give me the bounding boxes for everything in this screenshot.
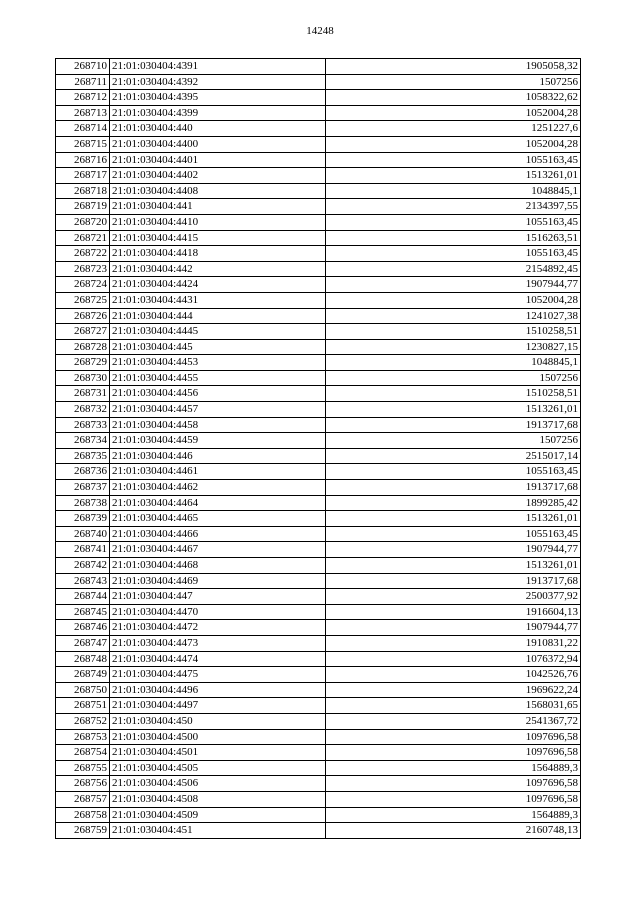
cadastral-value-cell: 1058322,62 <box>326 90 581 106</box>
cadastral-value-cell: 1913717,68 <box>326 417 581 433</box>
table-row <box>56 402 581 418</box>
cadastral-number-cell: 21:01:030404:445 <box>110 339 326 355</box>
cadastral-number-cell: 21:01:030404:4458 <box>110 417 326 433</box>
cadastral-number-cell: 21:01:030404:446 <box>110 448 326 464</box>
row-number-cell: 268739 <box>56 511 110 527</box>
table-row <box>56 651 581 667</box>
cadastral-number-cell: 21:01:030404:447 <box>110 589 326 605</box>
cadastral-value-cell: 1899285,42 <box>326 495 581 511</box>
row-number-cell: 268720 <box>56 214 110 230</box>
cadastral-value-cell: 1916604,13 <box>326 604 581 620</box>
cadastral-number-cell: 21:01:030404:4462 <box>110 480 326 496</box>
cadastral-number-cell: 21:01:030404:4431 <box>110 292 326 308</box>
row-number-cell: 268758 <box>56 807 110 823</box>
row-number-cell: 268746 <box>56 620 110 636</box>
row-number-cell: 268735 <box>56 448 110 464</box>
cadastral-number-cell: 21:01:030404:4474 <box>110 651 326 667</box>
table-row <box>56 511 581 527</box>
row-number-cell: 268715 <box>56 136 110 152</box>
table-row <box>56 90 581 106</box>
table-body <box>56 59 581 839</box>
row-number-cell: 268728 <box>56 339 110 355</box>
table-row <box>56 573 581 589</box>
row-number-cell: 268756 <box>56 776 110 792</box>
row-number-cell: 268712 <box>56 90 110 106</box>
table-row <box>56 620 581 636</box>
cadastral-number-cell: 21:01:030404:4505 <box>110 760 326 776</box>
cadastral-value-cell: 1513261,01 <box>326 511 581 527</box>
cadastral-number-cell: 21:01:030404:440 <box>110 121 326 137</box>
table-row <box>56 136 581 152</box>
table-row <box>56 542 581 558</box>
table-row <box>56 105 581 121</box>
cadastral-number-cell: 21:01:030404:4465 <box>110 511 326 527</box>
cadastral-number-cell: 21:01:030404:4466 <box>110 526 326 542</box>
row-number-cell: 268753 <box>56 729 110 745</box>
cadastral-number-cell: 21:01:030404:4500 <box>110 729 326 745</box>
cadastral-value-cell: 1097696,58 <box>326 776 581 792</box>
cadastral-value-cell: 1042526,76 <box>326 667 581 683</box>
table-row <box>56 635 581 651</box>
table-row <box>56 370 581 386</box>
cadastral-number-cell: 21:01:030404:4410 <box>110 214 326 230</box>
cadastral-value-cell: 1052004,28 <box>326 105 581 121</box>
row-number-cell: 268722 <box>56 246 110 262</box>
cadastral-number-cell: 21:01:030404:4464 <box>110 495 326 511</box>
table-row <box>56 558 581 574</box>
cadastral-number-cell: 21:01:030404:4408 <box>110 183 326 199</box>
cadastral-value-cell: 1910831,22 <box>326 635 581 651</box>
cadastral-value-cell: 1097696,58 <box>326 791 581 807</box>
row-number-cell: 268733 <box>56 417 110 433</box>
cadastral-number-cell: 21:01:030404:444 <box>110 308 326 324</box>
cadastral-value-cell: 2500377,92 <box>326 589 581 605</box>
cadastral-number-cell: 21:01:030404:4453 <box>110 355 326 371</box>
page-number: 14248 <box>306 25 334 37</box>
cadastral-value-cell: 1097696,58 <box>326 745 581 761</box>
cadastral-value-cell: 1507256 <box>326 74 581 90</box>
cadastral-number-cell: 21:01:030404:4400 <box>110 136 326 152</box>
cadastral-value-cell: 1907944,77 <box>326 620 581 636</box>
table-row <box>56 183 581 199</box>
cadastral-number-cell: 21:01:030404:4401 <box>110 152 326 168</box>
table-row <box>56 480 581 496</box>
row-number-cell: 268744 <box>56 589 110 605</box>
row-number-cell: 268730 <box>56 370 110 386</box>
cadastral-value-cell: 1905058,32 <box>326 59 581 75</box>
table-row <box>56 214 581 230</box>
cadastral-value-cell: 1055163,45 <box>326 214 581 230</box>
cadastral-value-cell: 2541367,72 <box>326 713 581 729</box>
table-row <box>56 526 581 542</box>
row-number-cell: 268727 <box>56 324 110 340</box>
table-row <box>56 745 581 761</box>
cadastral-number-cell: 21:01:030404:4461 <box>110 464 326 480</box>
cadastral-value-cell: 1052004,28 <box>326 292 581 308</box>
row-number-cell: 268710 <box>56 59 110 75</box>
cadastral-value-cell: 1564889,3 <box>326 807 581 823</box>
table-row <box>56 324 581 340</box>
table-row <box>56 823 581 839</box>
cadastral-number-cell: 21:01:030404:4509 <box>110 807 326 823</box>
row-number-cell: 268729 <box>56 355 110 371</box>
cadastral-number-cell: 21:01:030404:4399 <box>110 105 326 121</box>
cadastral-value-cell: 1568031,65 <box>326 698 581 714</box>
cadastral-value-cell: 2154892,45 <box>326 261 581 277</box>
table-row <box>56 199 581 215</box>
row-number-cell: 268731 <box>56 386 110 402</box>
cadastral-value-cell: 1048845,1 <box>326 355 581 371</box>
cadastral-number-cell: 21:01:030404:441 <box>110 199 326 215</box>
cadastral-value-cell: 2515017,14 <box>326 448 581 464</box>
cadastral-number-cell: 21:01:030404:4415 <box>110 230 326 246</box>
table-row <box>56 168 581 184</box>
row-number-cell: 268725 <box>56 292 110 308</box>
cadastral-number-cell: 21:01:030404:4470 <box>110 604 326 620</box>
row-number-cell: 268748 <box>56 651 110 667</box>
table-row <box>56 152 581 168</box>
row-number-cell: 268719 <box>56 199 110 215</box>
cadastral-number-cell: 21:01:030404:4402 <box>110 168 326 184</box>
table-row <box>56 355 581 371</box>
cadastral-value-cell: 2160748,13 <box>326 823 581 839</box>
cadastral-number-cell: 21:01:030404:4472 <box>110 620 326 636</box>
row-number-cell: 268714 <box>56 121 110 137</box>
cadastral-value-cell: 1055163,45 <box>326 464 581 480</box>
row-number-cell: 268724 <box>56 277 110 293</box>
table-row <box>56 433 581 449</box>
cadastral-value-cell: 1251227,6 <box>326 121 581 137</box>
table-row <box>56 464 581 480</box>
cadastral-value-cell: 1230827,15 <box>326 339 581 355</box>
row-number-cell: 268751 <box>56 698 110 714</box>
row-number-cell: 268745 <box>56 604 110 620</box>
table-row <box>56 246 581 262</box>
cadastral-value-cell: 1513261,01 <box>326 558 581 574</box>
cadastral-number-cell: 21:01:030404:4445 <box>110 324 326 340</box>
cadastral-number-cell: 21:01:030404:4496 <box>110 682 326 698</box>
cadastral-value-cell: 1907944,77 <box>326 542 581 558</box>
row-number-cell: 268752 <box>56 713 110 729</box>
cadastral-value-cell: 1513261,01 <box>326 402 581 418</box>
cadastral-value-cell: 1564889,3 <box>326 760 581 776</box>
cadastral-number-cell: 21:01:030404:4506 <box>110 776 326 792</box>
table-row <box>56 386 581 402</box>
row-number-cell: 268737 <box>56 480 110 496</box>
cadastral-value-cell: 1507256 <box>326 433 581 449</box>
table-row <box>56 807 581 823</box>
cadastral-value-cell: 1516263,51 <box>326 230 581 246</box>
cadastral-number-cell: 21:01:030404:4468 <box>110 558 326 574</box>
table-row <box>56 292 581 308</box>
table-row <box>56 589 581 605</box>
table-row <box>56 339 581 355</box>
cadastral-number-cell: 21:01:030404:4456 <box>110 386 326 402</box>
cadastral-value-cell: 1076372,94 <box>326 651 581 667</box>
row-number-cell: 268755 <box>56 760 110 776</box>
row-number-cell: 268741 <box>56 542 110 558</box>
cadastral-value-cell: 1055163,45 <box>326 246 581 262</box>
row-number-cell: 268749 <box>56 667 110 683</box>
cadastral-value-cell: 1055163,45 <box>326 152 581 168</box>
cadastral-number-cell: 21:01:030404:4457 <box>110 402 326 418</box>
cadastral-number-cell: 21:01:030404:4424 <box>110 277 326 293</box>
cadastral-value-cell: 1507256 <box>326 370 581 386</box>
row-number-cell: 268759 <box>56 823 110 839</box>
cadastral-number-cell: 21:01:030404:4455 <box>110 370 326 386</box>
row-number-cell: 268716 <box>56 152 110 168</box>
cadastral-value-cell: 1241027,38 <box>326 308 581 324</box>
cadastral-value-cell: 2134397,55 <box>326 199 581 215</box>
cadastral-value-cell: 1913717,68 <box>326 573 581 589</box>
cadastral-number-cell: 21:01:030404:4395 <box>110 90 326 106</box>
cadastral-number-cell: 21:01:030404:451 <box>110 823 326 839</box>
table-row <box>56 760 581 776</box>
cadastral-number-cell: 21:01:030404:4392 <box>110 74 326 90</box>
cadastral-value-cell: 1097696,58 <box>326 729 581 745</box>
row-number-cell: 268711 <box>56 74 110 90</box>
table-row <box>56 308 581 324</box>
cadastral-value-cell: 1510258,51 <box>326 324 581 340</box>
cadastral-number-cell: 21:01:030404:442 <box>110 261 326 277</box>
table-row <box>56 121 581 137</box>
row-number-cell: 268736 <box>56 464 110 480</box>
row-number-cell: 268718 <box>56 183 110 199</box>
cadastral-value-cell: 1969622,24 <box>326 682 581 698</box>
cadastral-value-cell: 1048845,1 <box>326 183 581 199</box>
table-row <box>56 713 581 729</box>
table-row <box>56 667 581 683</box>
row-number-cell: 268742 <box>56 558 110 574</box>
cadastral-number-cell: 21:01:030404:4467 <box>110 542 326 558</box>
table-row <box>56 776 581 792</box>
table-row <box>56 277 581 293</box>
row-number-cell: 268747 <box>56 635 110 651</box>
table-row <box>56 448 581 464</box>
table-row <box>56 495 581 511</box>
cadastral-value-cell: 1907944,77 <box>326 277 581 293</box>
cadastral-number-cell: 21:01:030404:4508 <box>110 791 326 807</box>
table-row <box>56 230 581 246</box>
row-number-cell: 268713 <box>56 105 110 121</box>
table-row <box>56 59 581 75</box>
cadastral-number-cell: 21:01:030404:4418 <box>110 246 326 262</box>
row-number-cell: 268726 <box>56 308 110 324</box>
cadastral-number-cell: 21:01:030404:4459 <box>110 433 326 449</box>
table-row <box>56 74 581 90</box>
cadastral-number-cell: 21:01:030404:4391 <box>110 59 326 75</box>
cadastral-value-cell: 1052004,28 <box>326 136 581 152</box>
cadastral-value-cell: 1913717,68 <box>326 480 581 496</box>
cadastral-number-cell: 21:01:030404:4501 <box>110 745 326 761</box>
row-number-cell: 268743 <box>56 573 110 589</box>
table-row <box>56 417 581 433</box>
table-row <box>56 729 581 745</box>
table-row <box>56 698 581 714</box>
cadastral-value-table <box>55 58 581 839</box>
row-number-cell: 268757 <box>56 791 110 807</box>
cadastral-number-cell: 21:01:030404:4497 <box>110 698 326 714</box>
table-row <box>56 261 581 277</box>
cadastral-number-cell: 21:01:030404:450 <box>110 713 326 729</box>
row-number-cell: 268732 <box>56 402 110 418</box>
row-number-cell: 268721 <box>56 230 110 246</box>
row-number-cell: 268750 <box>56 682 110 698</box>
cadastral-value-cell: 1055163,45 <box>326 526 581 542</box>
table-row <box>56 604 581 620</box>
row-number-cell: 268740 <box>56 526 110 542</box>
table-row <box>56 791 581 807</box>
row-number-cell: 268734 <box>56 433 110 449</box>
row-number-cell: 268723 <box>56 261 110 277</box>
row-number-cell: 268738 <box>56 495 110 511</box>
cadastral-number-cell: 21:01:030404:4473 <box>110 635 326 651</box>
cadastral-number-cell: 21:01:030404:4469 <box>110 573 326 589</box>
cadastral-value-cell: 1513261,01 <box>326 168 581 184</box>
cadastral-number-cell: 21:01:030404:4475 <box>110 667 326 683</box>
cadastral-value-cell: 1510258,51 <box>326 386 581 402</box>
table-row <box>56 682 581 698</box>
row-number-cell: 268754 <box>56 745 110 761</box>
row-number-cell: 268717 <box>56 168 110 184</box>
